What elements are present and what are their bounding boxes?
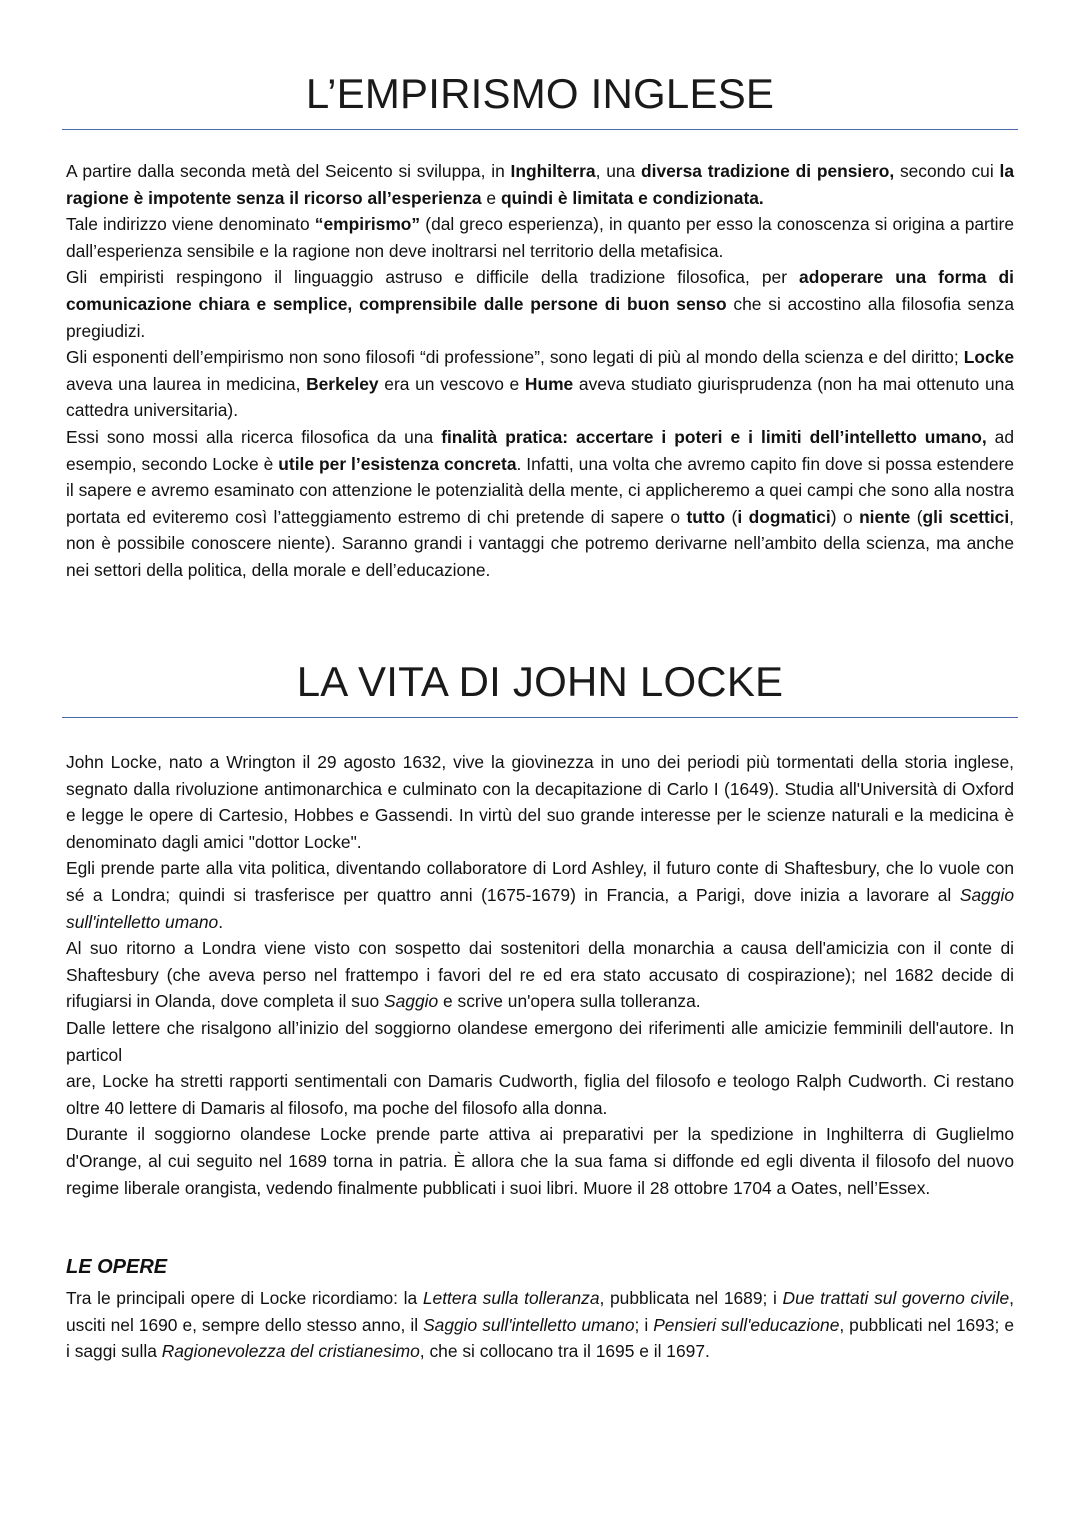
paragraph: are, Locke ha stretti rapporti sentimentali con Damaris Cudworth, figlia del filosofo e teologo Ralph Cudworth. Ci restano oltre 40 lettere di Damaris al filosofo, ma poche del filosofo alla donna. (66, 1071, 1014, 1118)
title-underline (62, 129, 1018, 130)
paragraph: Al suo ritorno a Londra viene visto con sospetto dai sostenitori della monarchia a causa dell'amicizia con il conte di Shaftesbury (che aveva perso nel frattempo i favori del re ed era stato accusato di cospirazione); nel 1682 decide di rifugiarsi in Olanda, dove completa il suo Saggio e scrive un'opera sulla tolleranza. (66, 938, 1014, 1012)
section-title-vita: LA VITA DI JOHN LOCKE (296, 658, 784, 705)
section-title-empirismo: L’EMPIRISMO INGLESE (305, 70, 775, 117)
paragraph: Tra le principali opere di Locke ricordiamo: la Lettera sulla tolleranza, pubblicata nel 1689; i Due trattati sul governo civile, usciti nel 1690 e, sempre dello stesso anno, il Saggio sull'intelletto umano; i Pensieri sull'educazione, pubblicati nel 1693; e i saggi sulla Ragionevolezza del cristianesimo, che si collocano tra il 1695 e il 1697. (66, 1288, 1014, 1362)
paragraph: Dalle lettere che risalgono all’inizio del soggiorno olandese emergono dei riferimenti alle amicizie femminili dell'autore. In particol (66, 1017, 1014, 1065)
paragraph: Essi sono mossi alla ricerca filosofica da una finalità pratica: accertare i poteri e i limiti dell’intelletto umano, ad esempio, secondo Locke è utile per l’esistenza concreta. Infatti, una volta che avremo capito fin dove si possa estendere il sapere e avremo esaminato con attenzione le potenzialità della mente, ci applicheremo a quei campi che sono alla nostra portata ed eviteremo così l’atteggiamento estremo di chi pretende di sapere o tutto (i dogmatici) o niente (gli scettici, non è possibile conoscere niente). Saranno grandi i vantaggi che potremo derivarne nell’ambito della scienza, ma anche nei settori della politica, della morale e dell’educazione. (66, 426, 1015, 580)
opere-text (66, 1285, 1014, 1365)
paragraph: Tale indirizzo viene denominato “empirismo” (dal greco esperienza), in quanto per esso la conoscenza si origina a partire dall’esperienza sensibile e la ragione non deve inoltrarsi nel territorio della metafisica. (66, 214, 1015, 261)
paragraph: John Locke, nato a Wrington il 29 agosto 1632, vive la giovinezza in uno dei periodi più tormentati della storia inglese, segnato dalla rivoluzione antimonarchica e culminato con la decapitazione di Carlo I (1649). Studia all'Università di Oxford e legge le opere di Cartesio, Hobbes e Gassendi. In virtù del suo grande interesse per le scienze naturali e la medicina è denominato dagli amici "dottor Locke". (66, 752, 1014, 852)
paragraph: Gli esponenti dell’empirismo non sono filosofi “di professione”, sono legati di più al mondo della scienza e del diritto; Locke aveva una laurea in medicina, Berkeley era un vescovo e Hume aveva studiato giurisprudenza (non ha mai ottenuto una cattedra universitaria). (66, 347, 1015, 421)
title-underline (62, 717, 1018, 718)
paragraph: A partire dalla seconda metà del Seicento si sviluppa, in Inghilterra, una diversa tradizione di pensiero, secondo cui la ragione è impotente senza il ricorso all’esperienza e quindi è limitata e condizionata. (66, 161, 1014, 208)
paragraph: Egli prende parte alla vita politica, diventando collaboratore di Lord Ashley, il futuro conte di Shaftesbury, che lo vuole con sé a Londra; quindi si trasferisce per quattro anni (1675-1679) in Francia, a Parigi, dove inizia a lavorare al Saggio sull'intelletto umano. (66, 858, 1014, 932)
vita-text (66, 749, 1014, 1201)
paragraph: Durante il soggiorno olandese Locke prende parte attiva ai preparativi per la spedizione in Inghilterra di Guglielmo d'Orange, al cui seguito nel 1689 torna in patria. È allora che la sua fama si diffonde ed egli diventa il filosofo del nuovo regime liberale orangista, vedendo finalmente pubblicati i suoi libri. Muore il 28 ottobre 1704 a Oates, nell’Essex. (66, 1124, 1014, 1198)
paragraph: Gli empiristi respingono il linguaggio astruso e difficile della tradizione filosofica, per adoperare una forma di comunicazione chiara e semplice, comprensibile dalle persone di buon senso che si accostino alla filosofia senza pregiudizi. (66, 267, 1015, 341)
empirismo-text (66, 158, 1014, 584)
opere-heading: LE OPERE (66, 1256, 168, 1278)
